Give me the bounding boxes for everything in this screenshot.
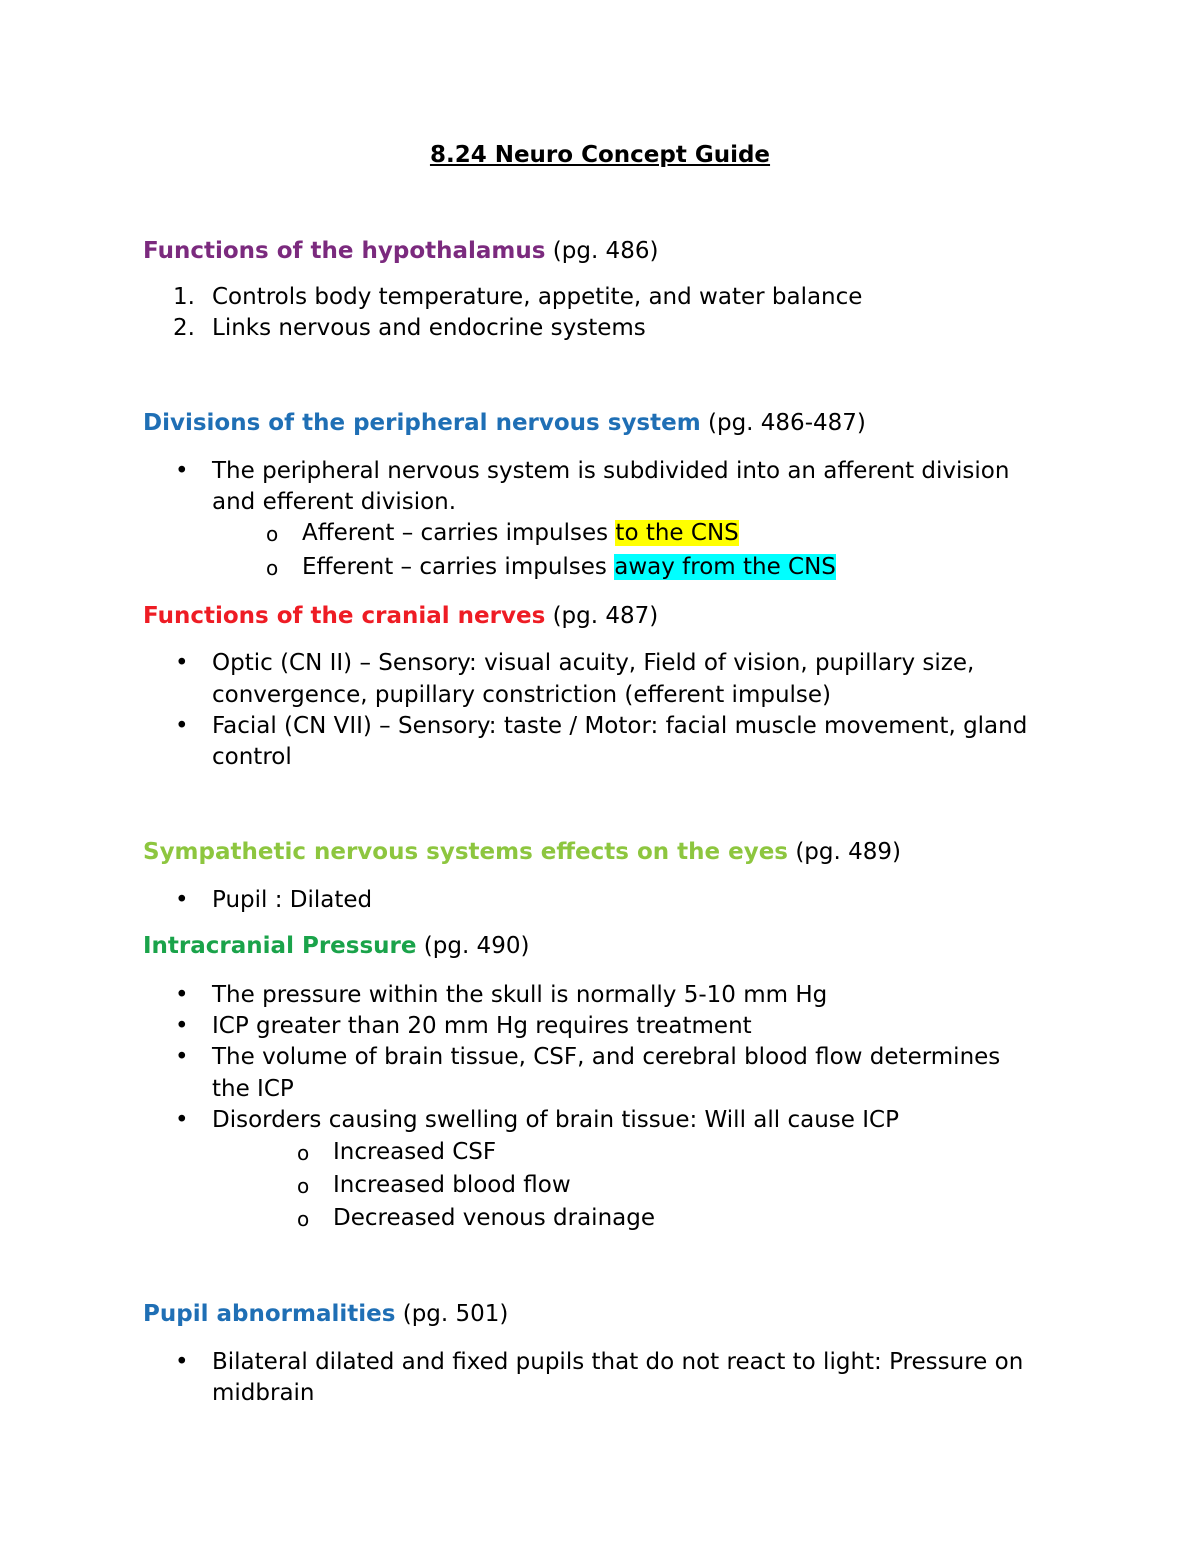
sub-list-item: Increased CSF <box>333 1139 497 1165</box>
list-item: Disorders causing swelling of brain tissue: Will all cause ICP <box>212 1107 899 1133</box>
page-reference: (pg. 489) <box>795 839 901 865</box>
sub-bullet-icon: o <box>266 556 279 580</box>
sub-list-item: Increased blood flow <box>333 1172 571 1198</box>
list-item: The pressure within the skull is normally 5-10 mm Hg <box>212 982 828 1008</box>
sub-item-text: Efferent – carries impulses <box>302 554 615 580</box>
heading-text: Pupil abnormalities <box>143 1301 396 1327</box>
section-heading-icp <box>143 931 529 961</box>
sub-bullet-icon: o <box>297 1207 310 1231</box>
bullet-icon <box>175 1347 189 1377</box>
section-heading-pupil <box>143 1299 508 1329</box>
list-item: The peripheral nervous system is subdivided into an afferent division <box>212 458 1010 484</box>
sub-list-item <box>302 552 836 582</box>
page-reference: (pg. 487) <box>552 603 659 629</box>
highlighted-text: away from the CNS <box>614 554 836 580</box>
list-number: 2. <box>173 315 195 341</box>
bullet-icon <box>175 1105 189 1135</box>
sub-item-text: Afferent – carries impulses <box>302 520 616 546</box>
bullet-icon <box>175 1011 189 1041</box>
bullet-icon <box>175 1042 189 1072</box>
list-item: Facial (CN VII) – Sensory: taste / Motor: facial muscle movement, gland <box>212 713 1028 739</box>
section-heading-peripheral <box>143 408 866 438</box>
sub-bullet-icon: o <box>297 1141 310 1165</box>
list-number: 1. <box>173 284 195 310</box>
list-item: Bilateral dilated and fixed pupils that do not react to light: Pressure on <box>212 1349 1024 1375</box>
heading-text: Functions of the cranial nerves <box>143 603 546 629</box>
bullet-icon <box>175 456 189 486</box>
page-reference: (pg. 490) <box>423 933 530 959</box>
heading-text: Functions of the hypothalamus <box>143 238 546 264</box>
bullet-icon <box>175 711 189 741</box>
heading-text: Divisions of the peripheral nervous system <box>143 410 701 436</box>
page-reference: (pg. 486-487) <box>708 410 866 436</box>
sub-list-item <box>302 518 739 548</box>
heading-text: Intracranial Pressure <box>143 933 417 959</box>
list-item-continuation: control <box>212 744 292 770</box>
section-heading-hypothalamus <box>143 236 658 266</box>
page-reference: (pg. 486) <box>552 238 659 264</box>
list-item-continuation: and efferent division. <box>212 489 457 515</box>
list-item: Pupil : Dilated <box>212 887 373 913</box>
list-item: The volume of brain tissue, CSF, and cerebral blood flow determines <box>212 1044 1001 1070</box>
list-item: Links nervous and endocrine systems <box>212 315 646 341</box>
bullet-icon <box>175 885 189 915</box>
document-title: 8.24 Neuro Concept Guide <box>429 142 771 168</box>
list-item: Optic (CN II) – Sensory: visual acuity, Field of vision, pupillary size, <box>212 650 975 676</box>
sub-bullet-icon: o <box>297 1174 310 1198</box>
bullet-icon <box>175 980 189 1010</box>
list-item-continuation: the ICP <box>212 1076 294 1102</box>
heading-text: Sympathetic nervous systems effects on the eyes <box>143 839 788 865</box>
bullet-icon <box>175 648 189 678</box>
page-reference: (pg. 501) <box>402 1301 509 1327</box>
list-item: ICP greater than 20 mm Hg requires treatment <box>212 1013 752 1039</box>
list-item-continuation: convergence, pupillary constriction (efferent impulse) <box>212 682 832 708</box>
section-heading-cranial <box>143 601 658 631</box>
highlighted-text: to the CNS <box>615 520 739 546</box>
list-item: Controls body temperature, appetite, and water balance <box>212 284 863 310</box>
sub-list-item: Decreased venous drainage <box>333 1205 655 1231</box>
list-item-continuation: midbrain <box>212 1380 315 1406</box>
sub-bullet-icon: o <box>266 522 279 546</box>
section-heading-sympathetic <box>143 837 901 867</box>
